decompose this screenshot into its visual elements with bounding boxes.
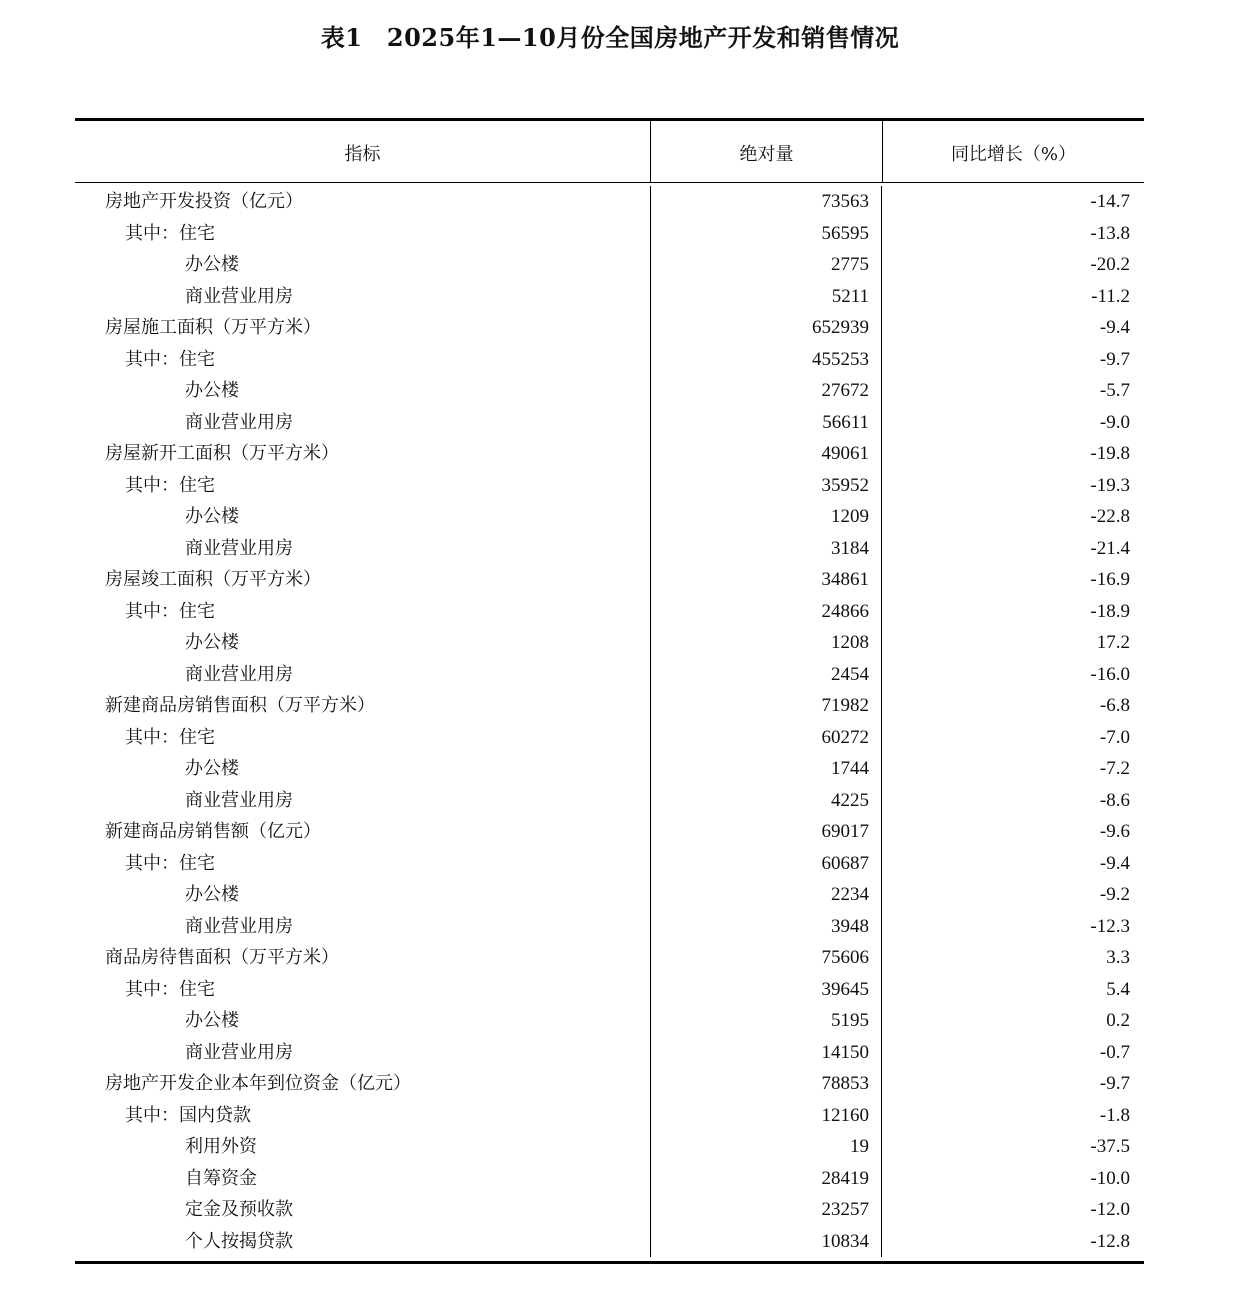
row-indicator: 其中：住宅 (125, 978, 215, 1000)
row-yoy-growth: -16.0 (881, 659, 1142, 691)
table-row (75, 281, 1144, 313)
row-indicator: 其中：住宅 (125, 852, 215, 874)
table-row (75, 218, 1144, 250)
row-yoy-growth: -7.2 (881, 753, 1142, 785)
row-yoy-growth: -10.0 (881, 1163, 1142, 1195)
table-row (75, 1226, 1144, 1262)
row-indicator: 其中：住宅 (125, 600, 215, 622)
table-row (75, 1068, 1144, 1100)
table-row (75, 848, 1144, 880)
table-row (75, 470, 1144, 502)
table-row (75, 753, 1144, 785)
row-absolute-value: 5195 (650, 1005, 881, 1037)
row-yoy-growth: -21.4 (881, 533, 1142, 565)
row-yoy-growth: -6.8 (881, 690, 1142, 722)
row-indicator: 其中：住宅 (125, 348, 215, 370)
row-indicator: 办公楼 (185, 506, 239, 527)
table-row (75, 596, 1144, 628)
row-absolute-value: 4225 (650, 785, 881, 817)
row-yoy-growth: -7.0 (881, 722, 1142, 754)
row-absolute-value: 5211 (650, 281, 881, 313)
row-absolute-value: 652939 (650, 312, 881, 344)
row-absolute-value: 3184 (650, 533, 881, 565)
row-indicator: 商业营业用房 (185, 285, 293, 307)
row-absolute-value: 455253 (650, 344, 881, 376)
table-row (75, 249, 1144, 281)
row-absolute-value: 23257 (650, 1194, 881, 1226)
row-indicator: 个人按揭贷款 (185, 1230, 293, 1252)
row-indicator: 房屋竣工面积（万平方米） (105, 569, 321, 590)
table-row (75, 1037, 1144, 1069)
row-absolute-value: 2454 (650, 659, 881, 691)
row-absolute-value: 3948 (650, 911, 881, 943)
row-absolute-value: 73563 (650, 186, 881, 218)
row-indicator: 房地产开发企业本年到位资金（亿元） (105, 1073, 411, 1094)
row-absolute-value: 12160 (650, 1100, 881, 1132)
row-indicator: 房屋施工面积（万平方米） (105, 317, 321, 338)
row-yoy-growth: -8.6 (881, 785, 1142, 817)
row-yoy-growth: 0.2 (881, 1005, 1142, 1037)
row-indicator: 商品房待售面积（万平方米） (105, 947, 339, 968)
row-indicator: 商业营业用房 (185, 789, 293, 811)
row-absolute-value: 75606 (650, 942, 881, 974)
row-absolute-value: 27672 (650, 375, 881, 407)
row-yoy-growth: -9.0 (881, 407, 1142, 439)
row-absolute-value: 35952 (650, 470, 881, 502)
row-yoy-growth: 17.2 (881, 627, 1142, 659)
row-yoy-growth: -37.5 (881, 1131, 1142, 1163)
row-indicator: 办公楼 (185, 380, 239, 401)
row-yoy-growth: -12.3 (881, 911, 1142, 943)
table-row (75, 1005, 1144, 1037)
table-row (75, 911, 1144, 943)
table-row (75, 344, 1144, 376)
row-absolute-value: 34861 (650, 564, 881, 596)
row-indicator: 商业营业用房 (185, 915, 293, 937)
row-yoy-growth: -9.7 (881, 344, 1142, 376)
row-absolute-value: 14150 (650, 1037, 881, 1069)
row-yoy-growth: -5.7 (881, 375, 1142, 407)
table-row (75, 974, 1144, 1006)
row-yoy-growth: -9.4 (881, 312, 1142, 344)
header-yoy: 同比增长（%） (882, 121, 1144, 182)
table-row (75, 627, 1144, 659)
row-absolute-value: 10834 (650, 1226, 881, 1258)
row-yoy-growth: -1.8 (881, 1100, 1142, 1132)
row-indicator: 其中：住宅 (125, 474, 215, 496)
table-row (75, 722, 1144, 754)
row-indicator: 办公楼 (185, 758, 239, 779)
row-indicator: 办公楼 (185, 254, 239, 275)
row-yoy-growth: -9.4 (881, 848, 1142, 880)
row-absolute-value: 56595 (650, 218, 881, 250)
table-row (75, 785, 1144, 817)
table-row (75, 501, 1144, 533)
row-absolute-value: 39645 (650, 974, 881, 1006)
row-indicator: 其中：住宅 (125, 726, 215, 748)
table-header (75, 121, 1144, 183)
row-indicator: 房屋新开工面积（万平方米） (105, 443, 339, 464)
row-indicator: 其中：国内贷款 (125, 1104, 251, 1126)
row-yoy-growth: 5.4 (881, 974, 1142, 1006)
table-row (75, 879, 1144, 911)
row-indicator: 定金及预收款 (185, 1199, 293, 1220)
row-indicator: 自筹资金 (185, 1167, 257, 1189)
row-indicator: 其中：住宅 (125, 222, 215, 244)
table-row (75, 375, 1144, 407)
row-yoy-growth: -13.8 (881, 218, 1142, 250)
row-absolute-value: 28419 (650, 1163, 881, 1195)
bottom-rule (75, 1261, 1144, 1264)
row-indicator: 办公楼 (185, 884, 239, 905)
header-indicator: 指标 (344, 143, 381, 165)
row-yoy-growth: -9.2 (881, 879, 1142, 911)
row-indicator: 新建商品房销售额（亿元） (105, 821, 321, 842)
row-indicator: 办公楼 (185, 1010, 239, 1031)
table-row (75, 186, 1144, 218)
row-absolute-value: 2234 (650, 879, 881, 911)
row-yoy-growth: -12.0 (881, 1194, 1142, 1226)
table-row (75, 533, 1144, 565)
table-row (75, 942, 1144, 974)
row-yoy-growth: -9.7 (881, 1068, 1142, 1100)
table-row (75, 659, 1144, 691)
table-row (75, 690, 1144, 722)
row-yoy-growth: -12.8 (881, 1226, 1142, 1258)
row-yoy-growth: -16.9 (881, 564, 1142, 596)
row-absolute-value: 60687 (650, 848, 881, 880)
row-indicator: 新建商品房销售面积（万平方米） (105, 695, 375, 716)
row-indicator: 商业营业用房 (185, 411, 293, 433)
data-table (75, 118, 1144, 1264)
table-row (75, 1194, 1144, 1226)
row-absolute-value: 1744 (650, 753, 881, 785)
table-row (75, 438, 1144, 470)
row-yoy-growth: -0.7 (881, 1037, 1142, 1069)
row-yoy-growth: -20.2 (881, 249, 1142, 281)
row-yoy-growth: -11.2 (881, 281, 1142, 313)
row-absolute-value: 1208 (650, 627, 881, 659)
row-yoy-growth: -18.9 (881, 596, 1142, 628)
row-absolute-value: 49061 (650, 438, 881, 470)
row-yoy-growth: -14.7 (881, 186, 1142, 218)
row-indicator: 利用外资 (185, 1136, 257, 1157)
table-row (75, 816, 1144, 848)
table-row (75, 1100, 1144, 1132)
table-row (75, 1131, 1144, 1163)
row-yoy-growth: 3.3 (881, 942, 1142, 974)
row-absolute-value: 2775 (650, 249, 881, 281)
table-row (75, 1163, 1144, 1195)
row-yoy-growth: -19.8 (881, 438, 1142, 470)
row-indicator: 商业营业用房 (185, 1041, 293, 1063)
row-indicator: 商业营业用房 (185, 537, 293, 559)
table-row (75, 564, 1144, 596)
row-yoy-growth: -19.3 (881, 470, 1142, 502)
table-row (75, 407, 1144, 439)
row-absolute-value: 1209 (650, 501, 881, 533)
row-absolute-value: 56611 (650, 407, 881, 439)
row-absolute-value: 69017 (650, 816, 881, 848)
table-body (75, 183, 1144, 1261)
header-absolute: 绝对量 (650, 121, 882, 182)
row-indicator: 商业营业用房 (185, 663, 293, 685)
row-yoy-growth: -22.8 (881, 501, 1142, 533)
row-absolute-value: 71982 (650, 690, 881, 722)
row-absolute-value: 78853 (650, 1068, 881, 1100)
row-yoy-growth: -9.6 (881, 816, 1142, 848)
table-title: 表1 2025年1—10月份全国房地产开发和销售情况 (320, 23, 900, 52)
row-indicator: 办公楼 (185, 632, 239, 653)
table-row (75, 312, 1144, 344)
row-indicator: 房地产开发投资（亿元） (105, 191, 303, 212)
row-absolute-value: 60272 (650, 722, 881, 754)
row-absolute-value: 19 (650, 1131, 881, 1163)
row-absolute-value: 24866 (650, 596, 881, 628)
